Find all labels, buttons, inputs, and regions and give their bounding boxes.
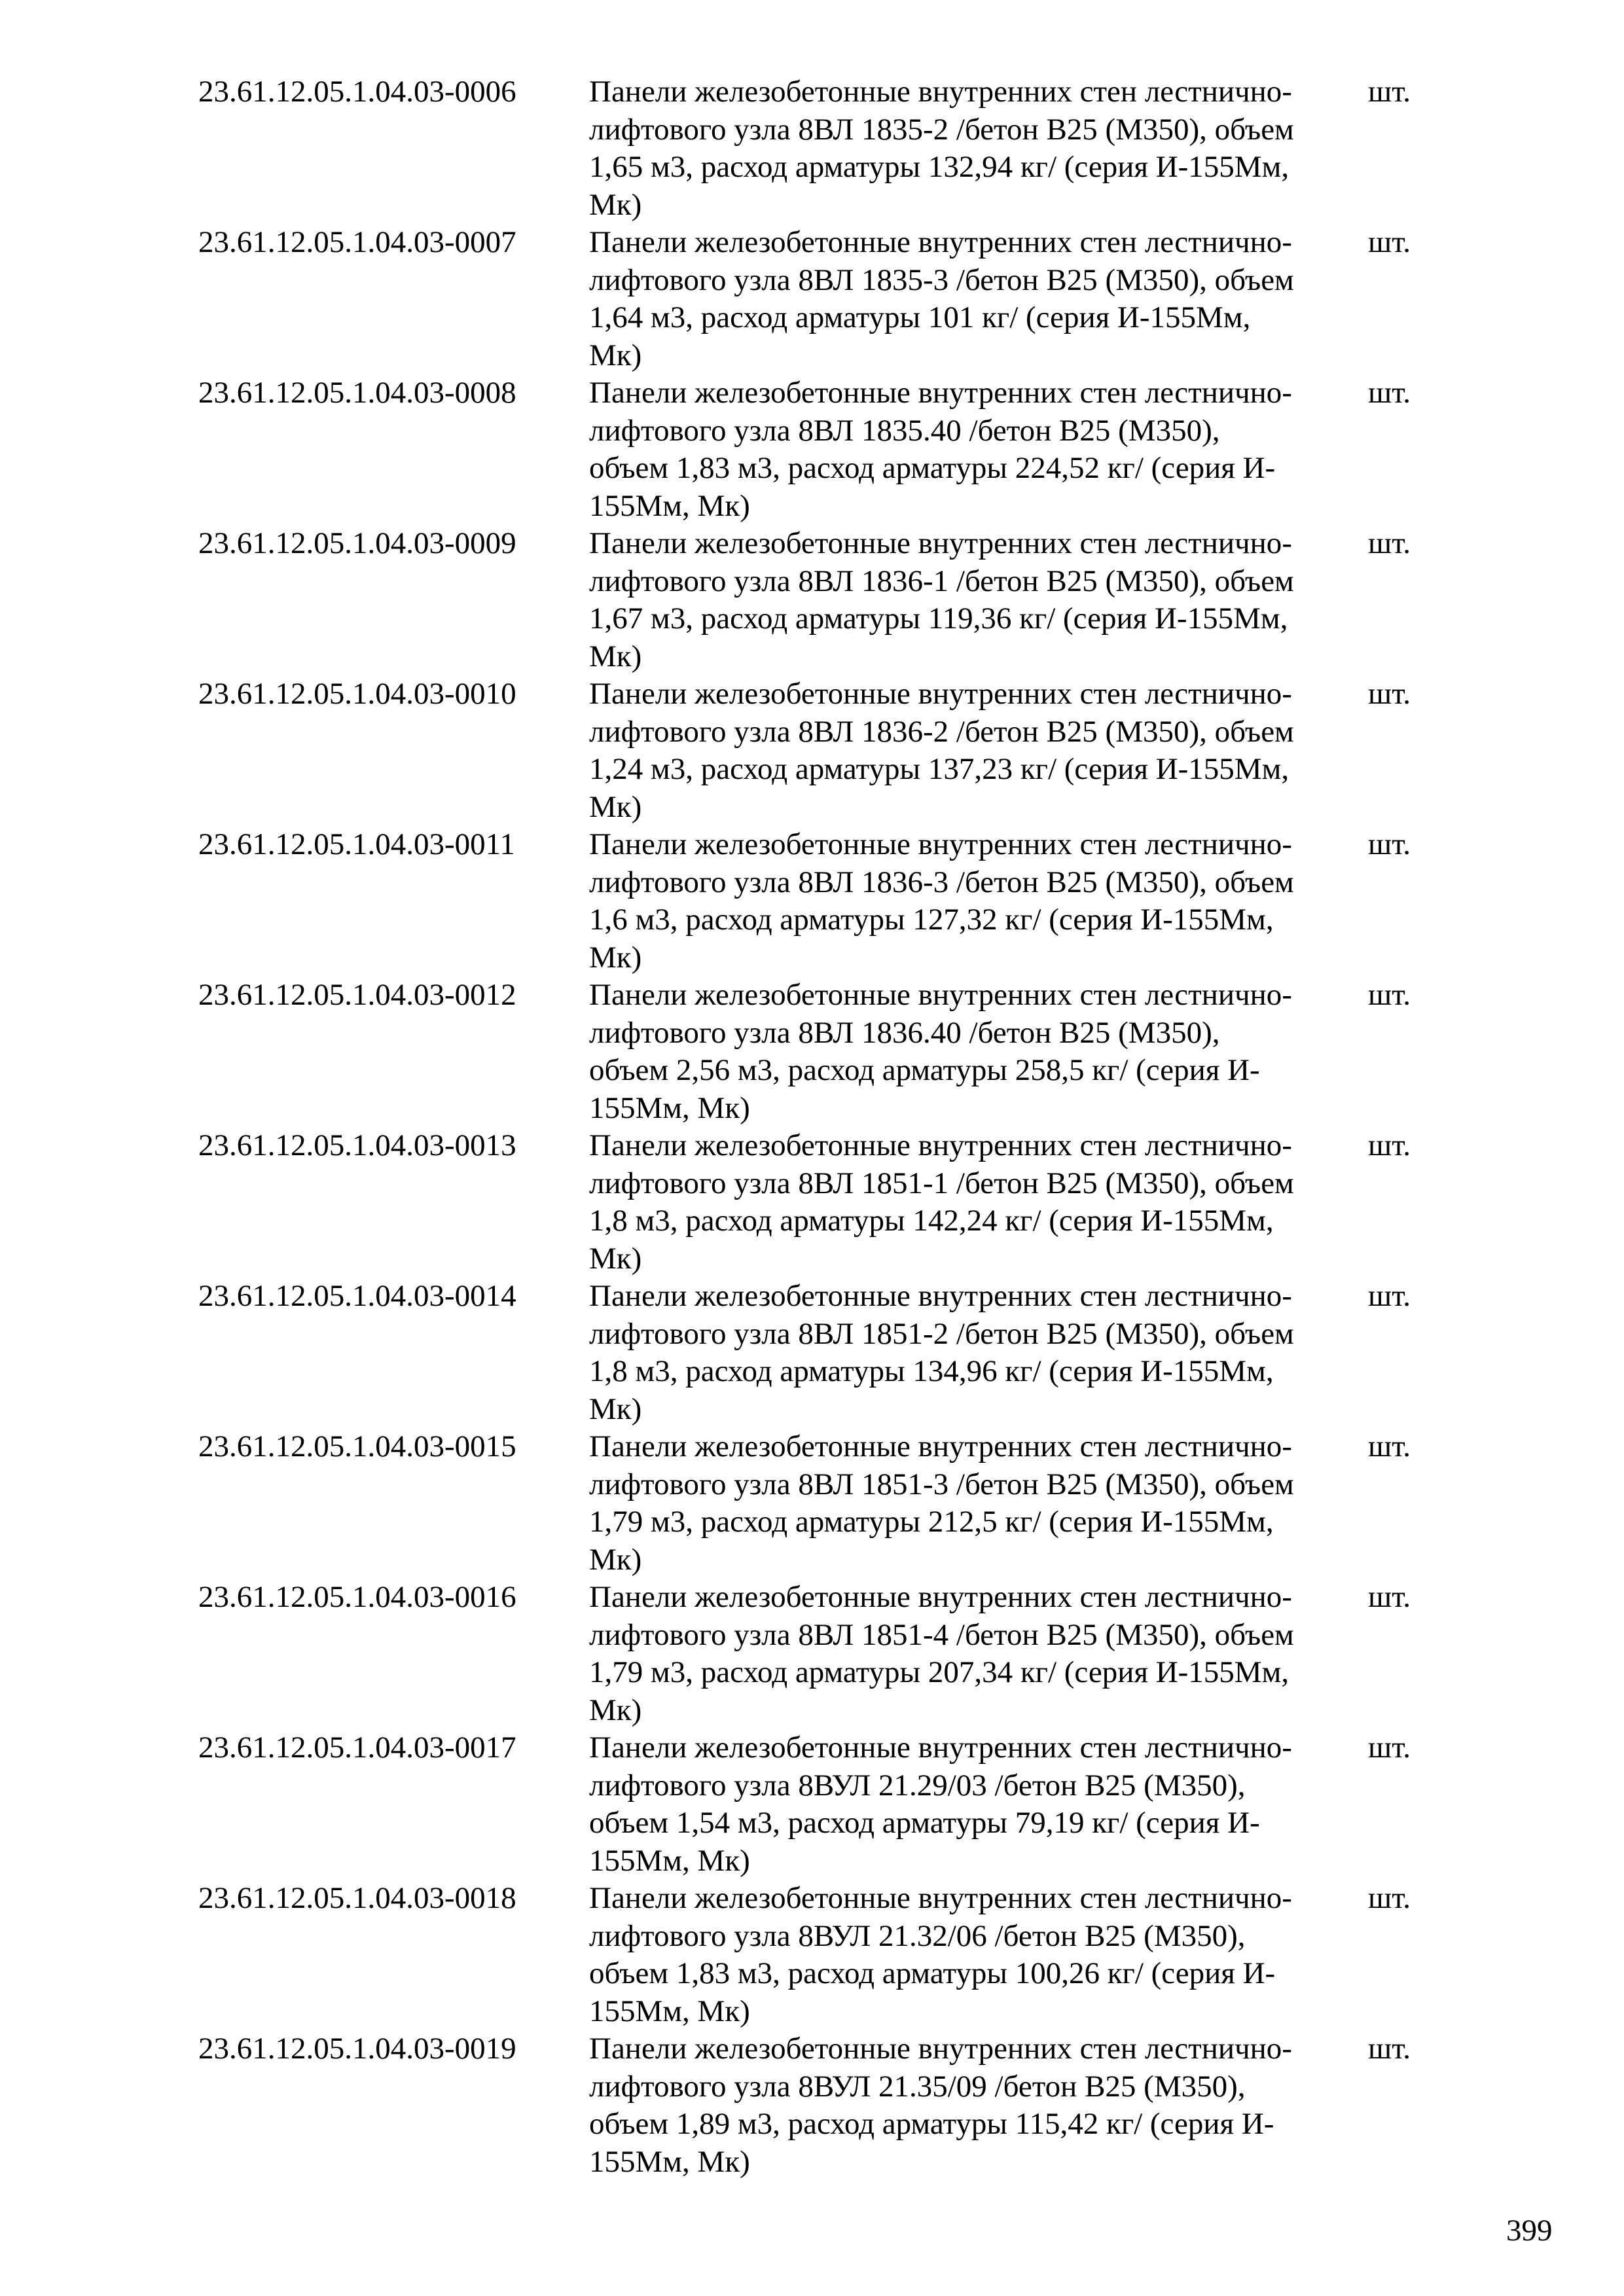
item-unit: шт. [1368,376,1411,410]
price-list-table [198,73,1442,2181]
description-line: объем 1,83 м3, расход арматуры 100,26 кг/ (серия И- [589,1956,1276,1990]
description-line: Мк) [589,187,642,222]
item-description [589,675,1368,826]
item-unit: шт. [1368,225,1411,259]
description-line: Панели железобетонные внутренних стен лестнично- [589,1279,1292,1313]
description-line: лифтового узла 8ВЛ 1851-4 /бетон В25 (М350), объем [589,1617,1294,1652]
description-line: 1,67 м3, расход арматуры 119,36 кг/ (серия И-155Мм, [589,601,1288,636]
item-description [589,224,1368,374]
table-row [198,1729,1442,1880]
description-line: 1,8 м3, расход арматуры 134,96 кг/ (серия И-155Мм, [589,1354,1274,1388]
item-description [589,1127,1368,1278]
item-unit: шт. [1368,75,1411,109]
item-unit: шт. [1368,1279,1411,1313]
description-line: лифтового узла 8ВЛ 1835.40 /бетон В25 (М350), [589,413,1220,448]
description-line: 1,65 м3, расход арматуры 132,94 кг/ (серия И-155Мм, [589,150,1290,184]
description-line: 1,79 м3, расход арматуры 212,5 кг/ (серия И-155Мм, [589,1505,1274,1539]
description-line: 155Мм, Мк) [589,2144,750,2179]
description-line: лифтового узла 8ВУЛ 21.29/03 /бетон В25 (М350), [589,1768,1246,1803]
description-line: лифтового узла 8ВЛ 1851-1 /бетон В25 (М350), объем [589,1166,1294,1200]
table-row [198,224,1442,374]
page-number: 399 [1506,2214,1553,2248]
description-line: Панели железобетонные внутренних стен лестнично- [589,526,1292,560]
table-row [198,1579,1442,1729]
item-code: 23.61.12.05.1.04.03-0013 [198,1128,516,1162]
table-row [198,1880,1442,2030]
item-description [589,73,1368,224]
item-unit: шт. [1368,1881,1411,1915]
description-line: 1,79 м3, расход арматуры 207,34 кг/ (серия И-155Мм, [589,1655,1290,1689]
description-line: лифтового узла 8ВЛ 1851-3 /бетон В25 (М350), объем [589,1467,1294,1501]
item-unit: шт. [1368,827,1411,861]
item-description [589,374,1368,525]
table-row [198,826,1442,977]
description-line: лифтового узла 8ВЛ 1836.40 /бетон В25 (М350), [589,1015,1220,1050]
description-line: 1,64 м3, расход арматуры 101 кг/ (серия И-155Мм, [589,300,1251,334]
description-line: 155Мм, Мк) [589,488,750,523]
description-line: лифтового узла 8ВЛ 1835-3 /бетон В25 (М350), объем [589,262,1294,297]
item-description [589,977,1368,1127]
item-unit: шт. [1368,1128,1411,1162]
table-row [198,1428,1442,1579]
item-code: 23.61.12.05.1.04.03-0012 [198,978,516,1012]
table-row [198,73,1442,224]
table-row [198,1127,1442,1278]
item-unit: шт. [1368,1731,1411,1765]
description-line: Мк) [589,1391,642,1426]
description-line: Мк) [589,639,642,673]
description-line: лифтового узла 8ВУЛ 21.35/09 /бетон В25 (М350), [589,2069,1246,2104]
description-line: Мк) [589,1693,642,1727]
item-code: 23.61.12.05.1.04.03-0010 [198,677,516,711]
item-code: 23.61.12.05.1.04.03-0018 [198,1881,516,1915]
description-line: объем 1,54 м3, расход арматуры 79,19 кг/ (серия И- [589,1806,1260,1840]
description-line: 155Мм, Мк) [589,1843,750,1878]
description-line: лифтового узла 8ВЛ 1835-2 /бетон В25 (М350), объем [589,112,1294,147]
item-code: 23.61.12.05.1.04.03-0006 [198,75,516,109]
description-line: 1,6 м3, расход арматуры 127,32 кг/ (серия И-155Мм, [589,903,1274,937]
item-unit: шт. [1368,978,1411,1012]
description-line: Панели железобетонные внутренних стен лестнично- [589,1580,1292,1614]
item-code: 23.61.12.05.1.04.03-0008 [198,376,516,410]
item-description [589,826,1368,977]
description-line: Панели железобетонные внутренних стен лестнично- [589,677,1292,711]
item-description [589,1729,1368,1880]
item-description [589,1428,1368,1579]
description-line: Панели железобетонные внутренних стен лестнично- [589,1731,1292,1765]
item-unit: шт. [1368,1429,1411,1463]
description-line: Панели железобетонные внутренних стен лестнично- [589,978,1292,1012]
description-line: 155Мм, Мк) [589,1090,750,1125]
item-code: 23.61.12.05.1.04.03-0016 [198,1580,516,1614]
item-description [589,1278,1368,1428]
description-line: Панели железобетонные внутренних стен лестнично- [589,376,1292,410]
description-line: объем 1,83 м3, расход арматуры 224,52 кг/ (серия И- [589,451,1276,485]
description-line: 1,24 м3, расход арматуры 137,23 кг/ (серия И-155Мм, [589,752,1290,786]
item-description [589,2030,1368,2181]
description-line: Мк) [589,1241,642,1276]
description-line: Мк) [589,338,642,372]
description-line: лифтового узла 8ВУЛ 21.32/06 /бетон В25 (М350), [589,1918,1246,1953]
table-row [198,525,1442,675]
description-line: Панели железобетонные внутренних стен лестнично- [589,827,1292,861]
item-unit: шт. [1368,2032,1411,2066]
description-line: Панели железобетонные внутренних стен лестнично- [589,225,1292,259]
description-line: Панели железобетонные внутренних стен лестнично- [589,1128,1292,1162]
table-row [198,2030,1442,2181]
description-line: 155Мм, Мк) [589,1994,750,2028]
item-code: 23.61.12.05.1.04.03-0017 [198,1731,516,1765]
description-line: 1,8 м3, расход арматуры 142,24 кг/ (серия И-155Мм, [589,1204,1274,1238]
item-unit: шт. [1368,526,1411,560]
description-line: Панели железобетонные внутренних стен лестнично- [589,75,1292,109]
item-unit: шт. [1368,1580,1411,1614]
item-code: 23.61.12.05.1.04.03-0015 [198,1429,516,1463]
item-code: 23.61.12.05.1.04.03-0009 [198,526,516,560]
item-code: 23.61.12.05.1.04.03-0019 [198,2032,516,2066]
description-line: Панели железобетонные внутренних стен лестнично- [589,1881,1292,1915]
description-line: объем 2,56 м3, расход арматуры 258,5 кг/ (серия И- [589,1053,1260,1087]
description-line: лифтового узла 8ВЛ 1836-3 /бетон В25 (М350), объем [589,865,1294,899]
description-line: лифтового узла 8ВЛ 1836-2 /бетон В25 (М350), объем [589,714,1294,749]
item-code: 23.61.12.05.1.04.03-0011 [198,827,515,861]
item-description [589,1579,1368,1729]
description-line: лифтового узла 8ВЛ 1836-1 /бетон В25 (М350), объем [589,564,1294,598]
table-row [198,977,1442,1127]
item-description [589,525,1368,675]
item-code: 23.61.12.05.1.04.03-0014 [198,1279,516,1313]
description-line: Мк) [589,940,642,975]
table-row [198,675,1442,826]
table-row [198,1278,1442,1428]
table-row [198,374,1442,525]
description-line: лифтового узла 8ВЛ 1851-2 /бетон В25 (М350), объем [589,1316,1294,1351]
item-description [589,1880,1368,2030]
description-line: Мк) [589,789,642,824]
description-line: Панели железобетонные внутренних стен лестнично- [589,2032,1292,2066]
item-code: 23.61.12.05.1.04.03-0007 [198,225,516,259]
description-line: Панели железобетонные внутренних стен лестнично- [589,1429,1292,1463]
description-line: Мк) [589,1542,642,1577]
description-line: объем 1,89 м3, расход арматуры 115,42 кг/ (серия И- [589,2107,1274,2141]
item-unit: шт. [1368,677,1411,711]
